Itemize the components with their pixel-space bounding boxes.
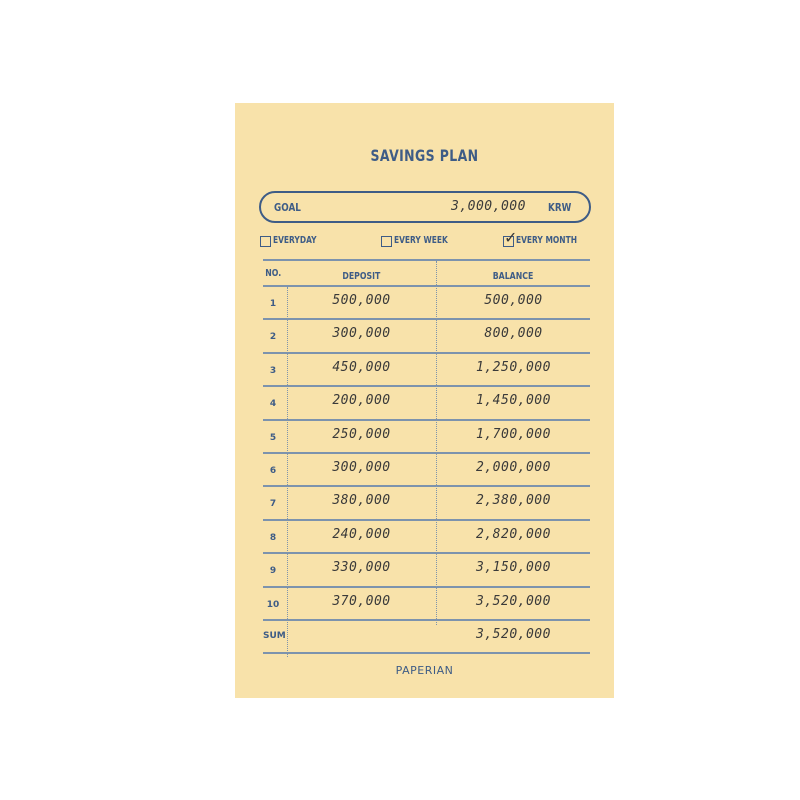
- row-number: 3: [269, 365, 277, 376]
- deposit-value: 370,000: [332, 593, 391, 609]
- table-row: [263, 588, 590, 621]
- row-number: 6: [269, 466, 277, 476]
- goal-unit: KRW: [548, 201, 572, 214]
- page-title: SAVINGS PLAN: [370, 146, 479, 165]
- goal-label: GOAL: [274, 201, 301, 214]
- deposit-value: 300,000: [332, 326, 391, 342]
- balance-value: 1,700,000: [476, 426, 551, 442]
- row-rule: [263, 652, 590, 654]
- balance-value: 500,000: [484, 293, 543, 308]
- row-number: 7: [269, 499, 277, 510]
- table-row: [263, 354, 590, 387]
- balance-value: 2,820,000: [476, 526, 551, 542]
- row-number: 4: [269, 399, 277, 410]
- row-number: 8: [269, 532, 277, 543]
- deposit-value: 300,000: [332, 460, 391, 475]
- table-row: [263, 320, 590, 353]
- deposit-value: 250,000: [332, 426, 391, 442]
- every-month-label: EVERY MONTH: [516, 235, 577, 246]
- balance-value: 3,150,000: [476, 560, 551, 576]
- everyday-label: EVERYDAY: [273, 235, 317, 246]
- row-number: 5: [269, 432, 277, 443]
- row-number: 10: [266, 599, 280, 610]
- deposit-value: 240,000: [332, 526, 391, 542]
- savings-plan-card: [235, 103, 614, 698]
- table-row: [263, 554, 590, 587]
- balance-value: 800,000: [484, 326, 543, 342]
- everyday-checkbox[interactable]: [260, 236, 271, 247]
- table-row: [263, 454, 590, 487]
- brand-logo: PAPERIAN: [395, 664, 454, 677]
- table-row: [263, 421, 590, 454]
- table-row: [263, 487, 590, 520]
- balance-value: 2,380,000: [476, 493, 551, 509]
- table-row: [263, 387, 590, 420]
- header-balance: BALANCE: [493, 271, 534, 282]
- deposit-value: 500,000: [332, 293, 391, 308]
- table-row: [263, 521, 590, 554]
- check-mark-icon: ✓: [504, 228, 518, 247]
- deposit-value: 200,000: [332, 393, 391, 409]
- goal-value: 3,000,000: [451, 199, 526, 214]
- deposit-value: 380,000: [332, 493, 391, 509]
- no-column-divider: [287, 287, 288, 657]
- deposit-value: 330,000: [332, 560, 391, 576]
- sum-label: SUM: [263, 631, 286, 641]
- sum-row: [263, 621, 590, 654]
- table-row: [263, 287, 590, 320]
- balance-value: 3,520,000: [476, 593, 551, 609]
- row-number: 1: [269, 299, 277, 309]
- sum-balance-value: 3,520,000: [476, 627, 551, 642]
- header-no: NO.: [265, 268, 282, 279]
- row-number: 2: [269, 332, 277, 343]
- every-week-checkbox[interactable]: [381, 236, 392, 247]
- header-deposit: DEPOSIT: [342, 271, 381, 282]
- row-number: 9: [269, 566, 277, 577]
- goal-box: [259, 191, 591, 223]
- every-week-label: EVERY WEEK: [394, 235, 448, 246]
- balance-value: 1,250,000: [476, 359, 551, 375]
- table-header-row: [263, 261, 590, 287]
- deposit-value: 450,000: [332, 359, 391, 375]
- balance-value: 2,000,000: [476, 460, 551, 475]
- balance-value: 1,450,000: [476, 393, 551, 409]
- deposit-column-divider: [436, 261, 437, 625]
